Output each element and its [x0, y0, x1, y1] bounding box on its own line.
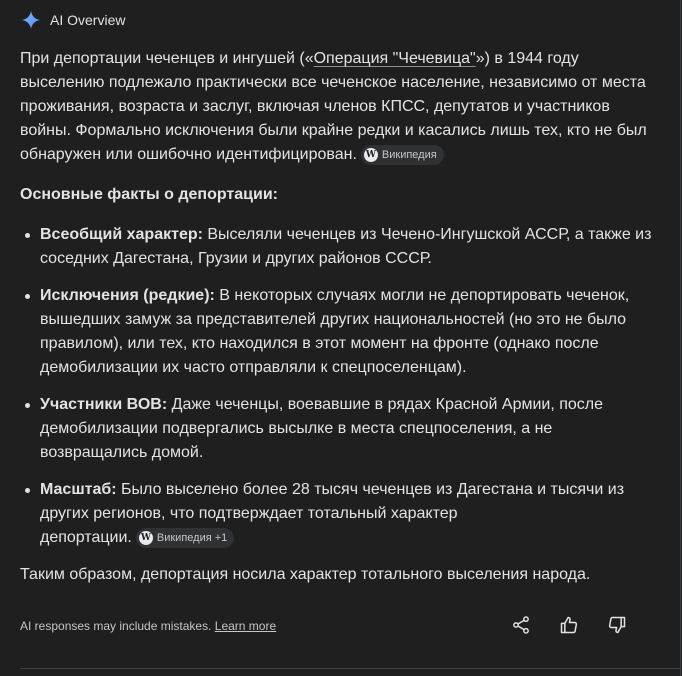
thumbs-up-button[interactable]: [556, 612, 582, 638]
divider: [20, 668, 680, 669]
list-item: [40, 478, 660, 550]
header-title: AI Overview: [50, 12, 126, 28]
learn-more-link[interactable]: Learn more: [214, 619, 277, 633]
intro-paragraph: [20, 47, 660, 167]
source-chip-wikipedia[interactable]: [361, 145, 444, 165]
bullet-title: Участники ВОВ:: [40, 396, 168, 413]
intro-text-post: ») в 1944 году выселению подлежало практически все чеченское население, независимо от места проживания, возраста и заслуг, включая членов КПСС, депутатов и участников войны. Формально исключения были крайне редки и касались лишь тех, кто не был обнаружен или ошибочно идентифицирован.: [20, 50, 647, 163]
facts-list: [20, 223, 660, 550]
facts-heading: Основные факты о депортации:: [20, 186, 278, 203]
bullet-text: Было выселено более 28 тысяч чеченцев из Дагестана и тысячи из других регионов, что подтверждает тотальный характер: [40, 481, 625, 522]
footer-disclaimer: [20, 619, 276, 633]
ai-overview-header: [21, 9, 125, 31]
list-item: [40, 223, 660, 271]
share-button[interactable]: [508, 612, 534, 638]
bullet-text: Выселяли чеченцев из Чечено-Ингушской АССР, а также из соседних Дагестана, Грузии и других районов СССР.: [40, 226, 652, 267]
bullet-title: Исключения (редкие):: [40, 287, 215, 304]
intro-text-pre: При депортации чеченцев и ингушей («: [20, 50, 314, 67]
wikipedia-icon: W: [365, 150, 376, 160]
list-item: [40, 393, 660, 465]
bullet-text-end: депортации.: [40, 529, 132, 546]
source-chip-label: Википедия: [381, 149, 437, 161]
feedback-actions: [508, 612, 630, 638]
bullet-title: Масштаб:: [40, 481, 117, 498]
source-chip-label: Википедия +1: [156, 532, 228, 544]
sparkle-icon: [21, 10, 41, 30]
disclaimer-text: AI responses may include mistakes.: [20, 619, 212, 633]
bullet-text: Даже чеченцы, воевавшие в рядах Красной Армии, после демобилизации подвергались высылке в места спецпоселения, а не возвращались домой.: [40, 396, 604, 461]
thumbs-down-button[interactable]: [604, 612, 630, 638]
wikipedia-icon: W: [140, 533, 151, 543]
source-chip-wikipedia-plus[interactable]: [136, 528, 234, 548]
list-item: [40, 284, 660, 380]
bullet-title: Всеобщий характер:: [40, 226, 203, 243]
share-icon: [511, 615, 531, 635]
bullet-text: В некоторых случаях могли не депортировать чеченок, вышедших замуж за представителей других национальностей (но это не было правилом), или тех, кто находился в этот момент на фронте (однако после демобилизации их часто отправляли к спецпоселенцам).: [40, 287, 630, 376]
overview-content: [20, 47, 660, 587]
operation-link[interactable]: Операция "Чечевица": [313, 50, 476, 67]
summary-paragraph: Таким образом, депортация носила характер тотального выселения народа.: [20, 566, 591, 583]
thumbs-up-icon: [559, 615, 579, 635]
panel-border: [680, 0, 681, 676]
thumbs-down-icon: [607, 615, 627, 635]
